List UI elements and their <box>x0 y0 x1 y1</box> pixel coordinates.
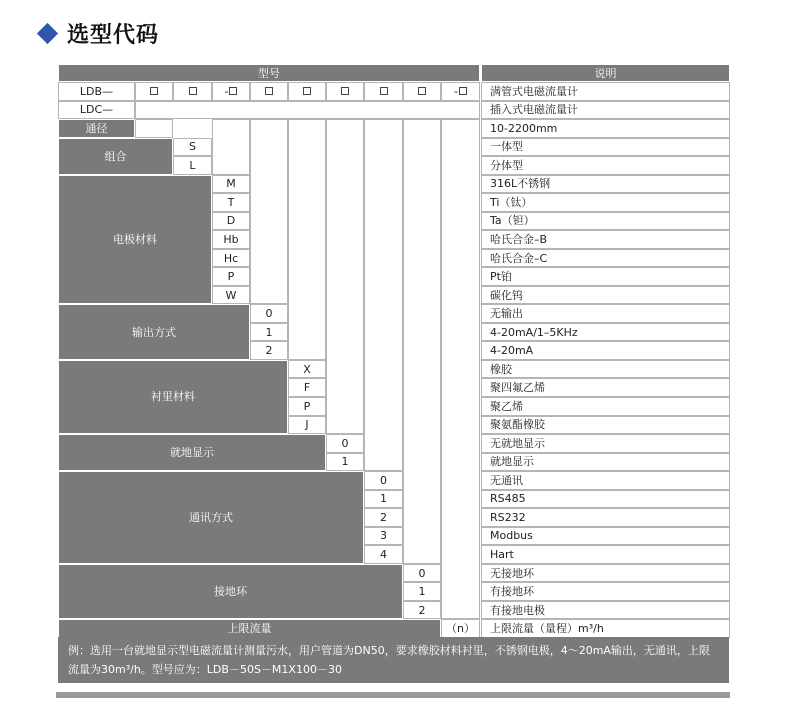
placeholder-box <box>189 87 197 95</box>
code-position-box: - <box>441 82 480 101</box>
connector-column <box>403 119 441 564</box>
option-description: 10-2200mm <box>481 119 730 138</box>
group-label: 上限流量 <box>58 619 441 638</box>
option-description: 4-20mA/1–5KHz <box>481 323 730 342</box>
option-description: Modbus <box>481 527 730 546</box>
option-description: 一体型 <box>481 138 730 157</box>
option-code: M <box>212 175 250 194</box>
connector-column <box>212 119 250 175</box>
code-position-box <box>403 82 441 101</box>
option-description: 分体型 <box>481 156 730 175</box>
model-description: 满管式电磁流量计 <box>481 82 730 101</box>
group-label: 输出方式 <box>58 304 250 360</box>
placeholder-box <box>418 87 426 95</box>
option-code: S <box>173 138 212 157</box>
placeholder-box <box>380 87 388 95</box>
option-description: Pt铂 <box>481 267 730 286</box>
code-position-box <box>364 82 403 101</box>
option-description: Hart <box>481 545 730 564</box>
option-code: P <box>288 397 326 416</box>
code-position-box <box>173 82 212 101</box>
connector-column <box>364 119 403 471</box>
option-code: 1 <box>364 490 403 509</box>
placeholder-box <box>229 87 237 95</box>
option-code: W <box>212 286 250 305</box>
option-code: T <box>212 193 250 212</box>
header-model: 型号 <box>58 64 480 82</box>
group-label: 接地环 <box>58 564 403 620</box>
placeholder-box <box>341 87 349 95</box>
option-description: RS485 <box>481 490 730 509</box>
option-code: X <box>288 360 326 379</box>
code-position-box <box>250 82 288 101</box>
code-position-box <box>288 82 326 101</box>
option-description: 无输出 <box>481 304 730 323</box>
option-description: 有接地电极 <box>481 601 730 620</box>
connector-column <box>288 119 326 360</box>
option-description: RS232 <box>481 508 730 527</box>
code-position-box: - <box>212 82 250 101</box>
option-code: 0 <box>250 304 288 323</box>
option-code: J <box>288 416 326 435</box>
option-code: Hc <box>212 249 250 268</box>
option-code: 2 <box>364 508 403 527</box>
option-description: Ta（钽） <box>481 212 730 231</box>
group-label: 就地显示 <box>58 434 326 471</box>
option-description: 哈氏合金–C <box>481 249 730 268</box>
group-label: 衬里材料 <box>58 360 288 434</box>
option-code: L <box>173 156 212 175</box>
option-description: 无接地环 <box>481 564 730 583</box>
option-description: 聚氨酯橡胶 <box>481 416 730 435</box>
placeholder-box <box>303 87 311 95</box>
placeholder-box <box>459 87 467 95</box>
blank-cell <box>135 101 480 120</box>
code-position-box <box>326 82 364 101</box>
option-code: 1 <box>326 453 364 472</box>
option-code: P <box>212 267 250 286</box>
option-code: 2 <box>403 601 441 620</box>
model-name: LDC— <box>58 101 135 120</box>
option-description: 橡胶 <box>481 360 730 379</box>
header-description: 说明 <box>481 64 730 82</box>
model-description: 插入式电磁流量计 <box>481 101 730 120</box>
option-description: 316L不锈钢 <box>481 175 730 194</box>
connector-column <box>441 119 480 619</box>
option-code: 4 <box>364 545 403 564</box>
option-description: 碳化钨 <box>481 286 730 305</box>
code-position-box <box>135 82 173 101</box>
option-code: 1 <box>250 323 288 342</box>
option-code <box>135 119 173 138</box>
connector-column <box>326 119 364 434</box>
option-description: 聚乙烯 <box>481 397 730 416</box>
example-note: 例：选用一台就地显示型电磁流量计测量污水，用户管道为DN50，要求橡胶材料衬里，不锈钢电极，4～20mA输出，无通讯，上限流量为30m³/h。型号应为：LDB－50S－M1X100－30 <box>58 637 729 683</box>
option-code: （n） <box>441 619 480 638</box>
option-code: Hb <box>212 230 250 249</box>
group-label: 通讯方式 <box>58 471 364 564</box>
placeholder-box <box>150 87 158 95</box>
option-description: 哈氏合金–B <box>481 230 730 249</box>
group-label: 通径 <box>58 119 135 138</box>
connector-column <box>250 119 288 304</box>
option-code: 0 <box>403 564 441 583</box>
group-label: 组合 <box>58 138 173 175</box>
placeholder-box <box>265 87 273 95</box>
option-description: 无通讯 <box>481 471 730 490</box>
option-description: 聚四氟乙烯 <box>481 378 730 397</box>
option-code: 0 <box>364 471 403 490</box>
option-code: F <box>288 378 326 397</box>
option-code: D <box>212 212 250 231</box>
option-code: 2 <box>250 341 288 360</box>
option-description: 就地显示 <box>481 453 730 472</box>
option-code: 0 <box>326 434 364 453</box>
group-label: 电极材料 <box>58 175 212 305</box>
option-code: 3 <box>364 527 403 546</box>
option-description: Ti（钛） <box>481 193 730 212</box>
bottom-divider <box>56 692 730 698</box>
page-title: 选型代码 <box>67 22 160 48</box>
option-description: 无就地显示 <box>481 434 730 453</box>
option-description: 4-20mA <box>481 341 730 360</box>
model-name: LDB— <box>58 82 135 101</box>
option-code: 1 <box>403 582 441 601</box>
option-description: 上限流量（量程）m³/h <box>481 619 730 638</box>
option-description: 有接地环 <box>481 582 730 601</box>
